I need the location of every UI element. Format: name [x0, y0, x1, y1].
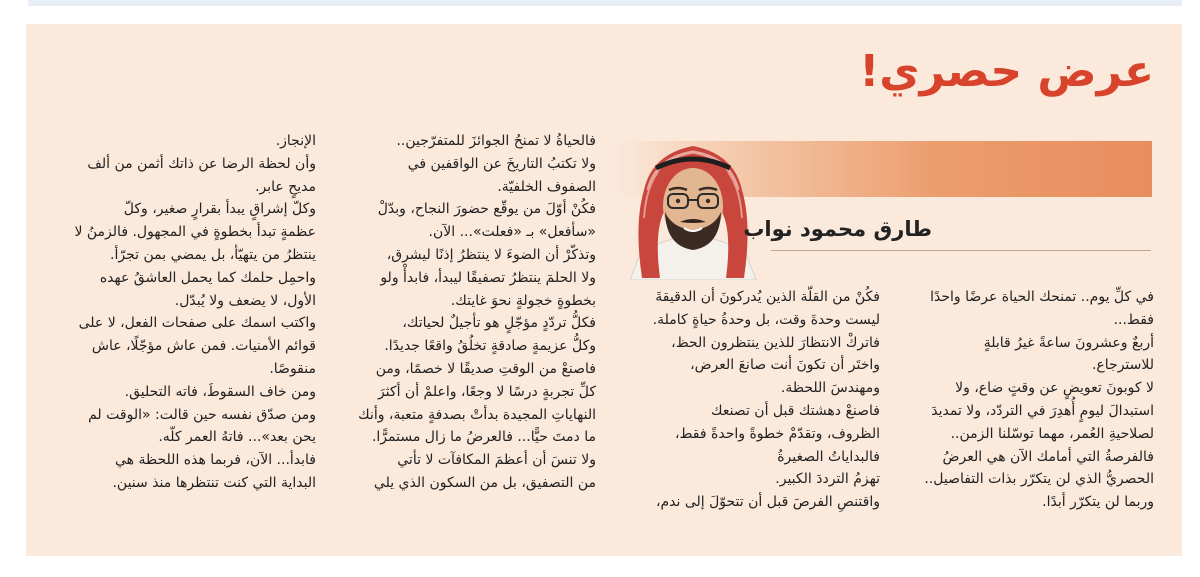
- text-line: فاصنعْ من الوقتِ صديقًا لا خصمًا، ومن: [375, 360, 596, 377]
- text-line: الحصريُّ الذي لن يتكرّر بذات التفاصيل..: [924, 471, 1154, 488]
- text-line: وكلُّ عزيمةٍ صادقةٍ تخلُقُ واقعًا جديدًا.: [384, 338, 596, 355]
- text-line: فالبداياتُ الصغيرةُ: [777, 448, 880, 465]
- text-line: ولا تكتبُ التاريخَ عن الواقفين في: [407, 155, 596, 172]
- text-line: فابدأ... الآن، فربما هذه اللحظة هي: [115, 452, 316, 469]
- text-line: منقوصًا.: [269, 360, 316, 377]
- article-column-2: [612, 286, 880, 514]
- text-line: فاتركْ الانتظارَ للذين ينتظرون الحظ،: [671, 334, 880, 351]
- text-line: ومن خاف السقوطَ، فاته التحليق.: [124, 383, 316, 400]
- text-line: تهزمُ الترددَ الكبير.: [775, 471, 880, 488]
- author-underline: [771, 250, 1151, 251]
- article-column-4: [54, 130, 316, 495]
- text-line: واختَر أن تكونَ أنت صانعَ العرض،: [690, 357, 880, 374]
- text-line: في كلِّ يوم.. تمنحك الحياة عرضًا واحدًا: [930, 289, 1154, 305]
- text-line: ينتظرُ من يتهيّأ، بل يمضي بمن تجرّأ.: [110, 246, 316, 263]
- text-line: واقتنصِ الفرصَ قبل أن تتحوّلَ إلى ندم،: [655, 494, 880, 511]
- article-column-1: [900, 286, 1154, 514]
- article-column-3: [328, 130, 596, 495]
- text-line: من التصفيق، بل من السكون الذي يلي: [373, 474, 596, 491]
- text-line: الأول، لا يضعف ولا يُبدّل.: [174, 292, 316, 309]
- text-line: استبدالَ ليومٍ أُهدِرَ في التردّد، ولا تمديدَ: [931, 402, 1154, 419]
- text-line: أربعٌ وعشرونَ ساعةً غيرُ قابلةٍ: [983, 334, 1154, 351]
- text-line: فالفرصةُ التي أمامك الآن هي العرضُ: [942, 448, 1154, 465]
- text-line: فكُنْ أوّلَ من يوقّع حضورَ النجاح، وبدّلْ: [377, 201, 596, 218]
- text-line: وأن لحظة الرضا عن ذاتك أثمن من ألف: [87, 155, 316, 172]
- text-line: يحن بعد»... فاتهُ العمر كلّه.: [158, 429, 316, 446]
- text-line: وكلّ إشراقٍ يبدأ بقرارٍ صغير، وكلّ: [123, 201, 316, 218]
- text-line: فاصنعْ دهشتك قبل أن تصنعك: [711, 402, 880, 419]
- author-name: طارق محمود نواب: [743, 217, 932, 241]
- text-line: البداية التي كنت تنتظرها منذ سنين.: [112, 474, 316, 491]
- text-line: ما دمتَ حيًّا... فالعرضُ ما زال مستمرًّا.: [371, 429, 596, 446]
- text-line: لصلاحيةِ العُمر، مهما توسّلنا الزمن..: [950, 425, 1154, 442]
- text-line: قوائم الأمنيات. فمن عاش مؤجّلًا، عاش: [91, 338, 316, 355]
- text-line: عظمةٍ تبدأ بخطوةٍ في المجهول. فالزمنُ لا: [74, 224, 316, 241]
- text-line: مديحٍ عابر.: [255, 178, 316, 195]
- text-line: ليست وحدةَ وقت، بل وحدةُ حياةٍ كاملة.: [652, 311, 880, 328]
- author-portrait-icon: [622, 128, 764, 280]
- text-line: وربما لن يتكرّر أبدًا.: [1042, 494, 1154, 511]
- text-line: وتذكّرْ أن الضوءَ لا ينتظرُ إذنًا ليشرق،: [386, 246, 596, 263]
- text-line: للاسترجاع.: [1091, 357, 1154, 374]
- text-line: الظروف، وتقدّمْ خطوةً واحدةً فقط،: [675, 425, 880, 442]
- text-line: ولا تنسَ أن أعظمَ المكافآت لا تأتي: [397, 452, 596, 469]
- text-line: ومهندسَ اللحظة.: [780, 380, 880, 397]
- text-line: لا كوبونَ تعويضٍ عن وقتٍ ضاع، ولا: [955, 380, 1154, 397]
- text-line: النهاياتِ المجيدة بدأتْ بصدفةٍ متعبة، وأنك: [358, 406, 596, 423]
- text-line: واحمِل حلمك كما يحمل العاشقُ عهده: [99, 269, 316, 286]
- text-line: فكلُّ تردّدٍ مؤجّلٍ هو تأجيلٌ لحياتك،: [402, 315, 596, 332]
- text-line: الإنجاز.: [275, 133, 316, 149]
- top-divider: [28, 0, 1182, 6]
- text-line: فقط...: [1113, 311, 1154, 328]
- text-line: فالحياةُ لا تمنحُ الجوائزَ للمتفرّجين..: [396, 133, 596, 149]
- text-line: فكُنْ من القلّة الذين يُدركونَ أن الدقيقةَ: [655, 289, 880, 305]
- article-page: [26, 24, 1182, 556]
- text-line: ومن صدّق نفسه حين قالت: «الوقت لم: [88, 406, 316, 423]
- text-line: واكتب اسمك على صفحات الفعل، لا على: [78, 315, 316, 332]
- text-line: كلِّ تجربةٍ درسًا لا وجعًا، واعلمْ أن أكثرَ: [377, 383, 596, 400]
- article-headline: عرض حصري!: [859, 46, 1154, 97]
- text-line: الصفوف الخلفيّة.: [497, 178, 596, 195]
- text-line: ولا الحلمَ ينتظرُ تصفيقًا ليبدأ، فابدأْ ولو: [380, 269, 596, 286]
- text-line: «سأفعل» بـ «فعلت»... الآن.: [428, 224, 596, 241]
- text-line: بخطوةٍ خجولةٍ نحوَ غايتك.: [450, 292, 596, 309]
